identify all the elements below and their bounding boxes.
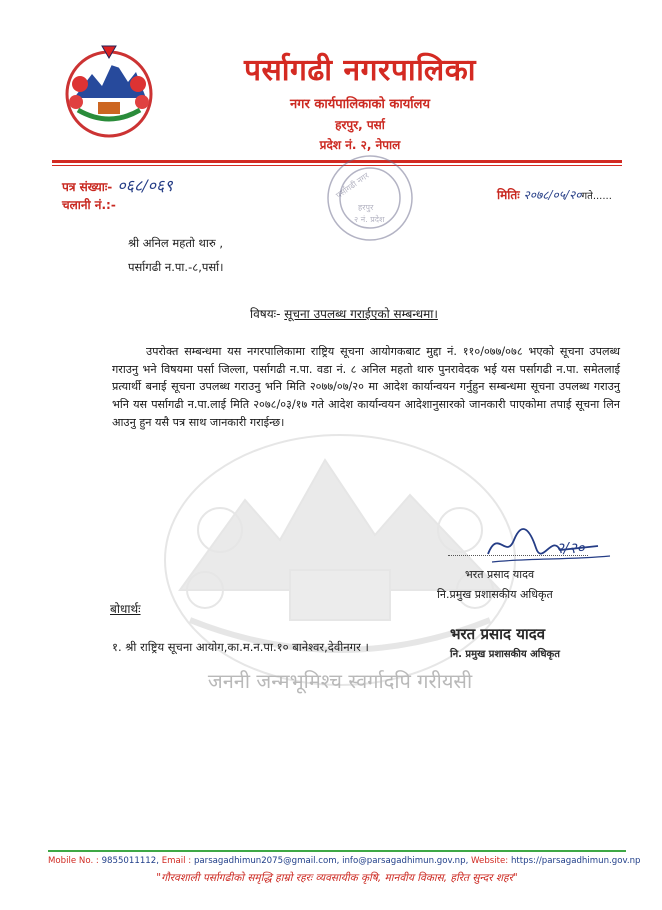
body-paragraph: उपरोक्त सम्बन्धमा यस नगरपालिकामा राष्ट्रिय सूचना आयोगकबाट मुद्दा नं. ११०/०७७/०७८ भएको सूचना उपलब्ध गराउनु भने विषयमा पर्सा जिल्ला, पर्सागढी न.पा. वडा नं. ८ अनिल महतो थारु पुनरावेदक भई यस पर्सागढी न.पा. समेतलाई प्रत्यार्थी बनाई सूचना उपलब्ध गराउनु भनि मिति २०७७/०७/२० मा आदेश कार्यान्वयन गर्नुहुन सम्बन्धमा सूचना उपलब्ध गराउनु भनि यस पर्सागढी न.पा.लाई मिति २०७८/०३/१७ गते आदेश कार्यान्वयन आदेशानुसारको जानकारी पाएकोमा तपाई सूचना लिन आउनु हुन यसै पत्र साथ जानकारी गराईन्छ। [112,345,620,429]
dispatch-label: चलानी नं.:- [62,198,116,212]
office-location: हरपुर, पर्सा [335,118,385,132]
svg-text:हरपुर: हरपुर [358,203,374,212]
reference-value: ०६८/०६९ [117,176,173,195]
website-label: Website: [471,856,509,866]
subject-line [250,305,438,322]
official-stamp-title: नि. प्रमुख प्रशासकीय अधिकृत [450,649,560,660]
recipient-address: पर्सागढी न.पा.-८,पर्सा। [128,260,224,274]
nepal-emblem-icon [58,40,160,140]
date-label: मितिः [497,188,520,202]
reference-number [62,174,173,196]
date-suffix: गते...... [581,191,612,202]
footer-contact [48,856,641,866]
office-name: नगर कार्यपालिकाको कार्यालय [289,97,431,112]
signature-line [448,555,588,556]
province-line: प्रदेश नं. २, नेपाल [319,138,401,152]
email-value: parsagadhimun2075@gmail.com, info@parsagadhimun.gov.np, [193,856,469,866]
mobile-value: 9855011112, [101,856,159,866]
letter-date [497,186,612,203]
letter-body [112,343,620,432]
cc-item: १. श्री राष्ट्रिय सूचना आयोग,का.म.न.पा.१० बानेश्वर,देवीनगर । [112,640,369,654]
svg-text:पर्सागढी नगर: पर्सागढी नगर [334,171,371,201]
signature-date: २/२० [556,539,585,557]
signatory-title: नि.प्रमुख प्रशासकीय अधिकृत [437,588,553,601]
handwritten-signature-icon [478,520,618,572]
mobile-label: Mobile No. : [48,856,99,866]
svg-text:२ नं. प्रदेश: २ नं. प्रदेश [354,215,385,224]
municipality-title: पर्सागढी नगरपालिका [243,53,477,88]
email-label: Email : [161,856,192,866]
subject-label: विषयः- [250,307,281,321]
recipient-name: श्री अनिल महतो थारु , [128,236,224,250]
footer-divider [48,850,626,852]
reference-label: पत्र संख्याः- [62,180,113,194]
cc-heading: बोधार्थः [110,602,141,616]
subject-text: सूचना उपलब्ध गराईएको सम्बन्धमा। [284,307,438,321]
watermark-motto: जननी जन्मभूमिश्च स्वर्गादपि गरीयसी [207,669,473,693]
official-stamp-name: भरत प्रसाद यादव [450,625,546,643]
date-value: २०७८/०५/२० [523,188,582,202]
footer-slogan: "गौरवशाली पर्सागढीको समृद्धि हाम्रो रहरः व्यवसायीक कृषि, मानवीय विकास, हरित सुन्दर शहर" [156,872,518,884]
website-value: https://parsagadhimun.gov.np [510,856,641,866]
office-received-stamp [320,150,420,245]
signatory-name: भरत प्रसाद यादव [465,568,535,581]
